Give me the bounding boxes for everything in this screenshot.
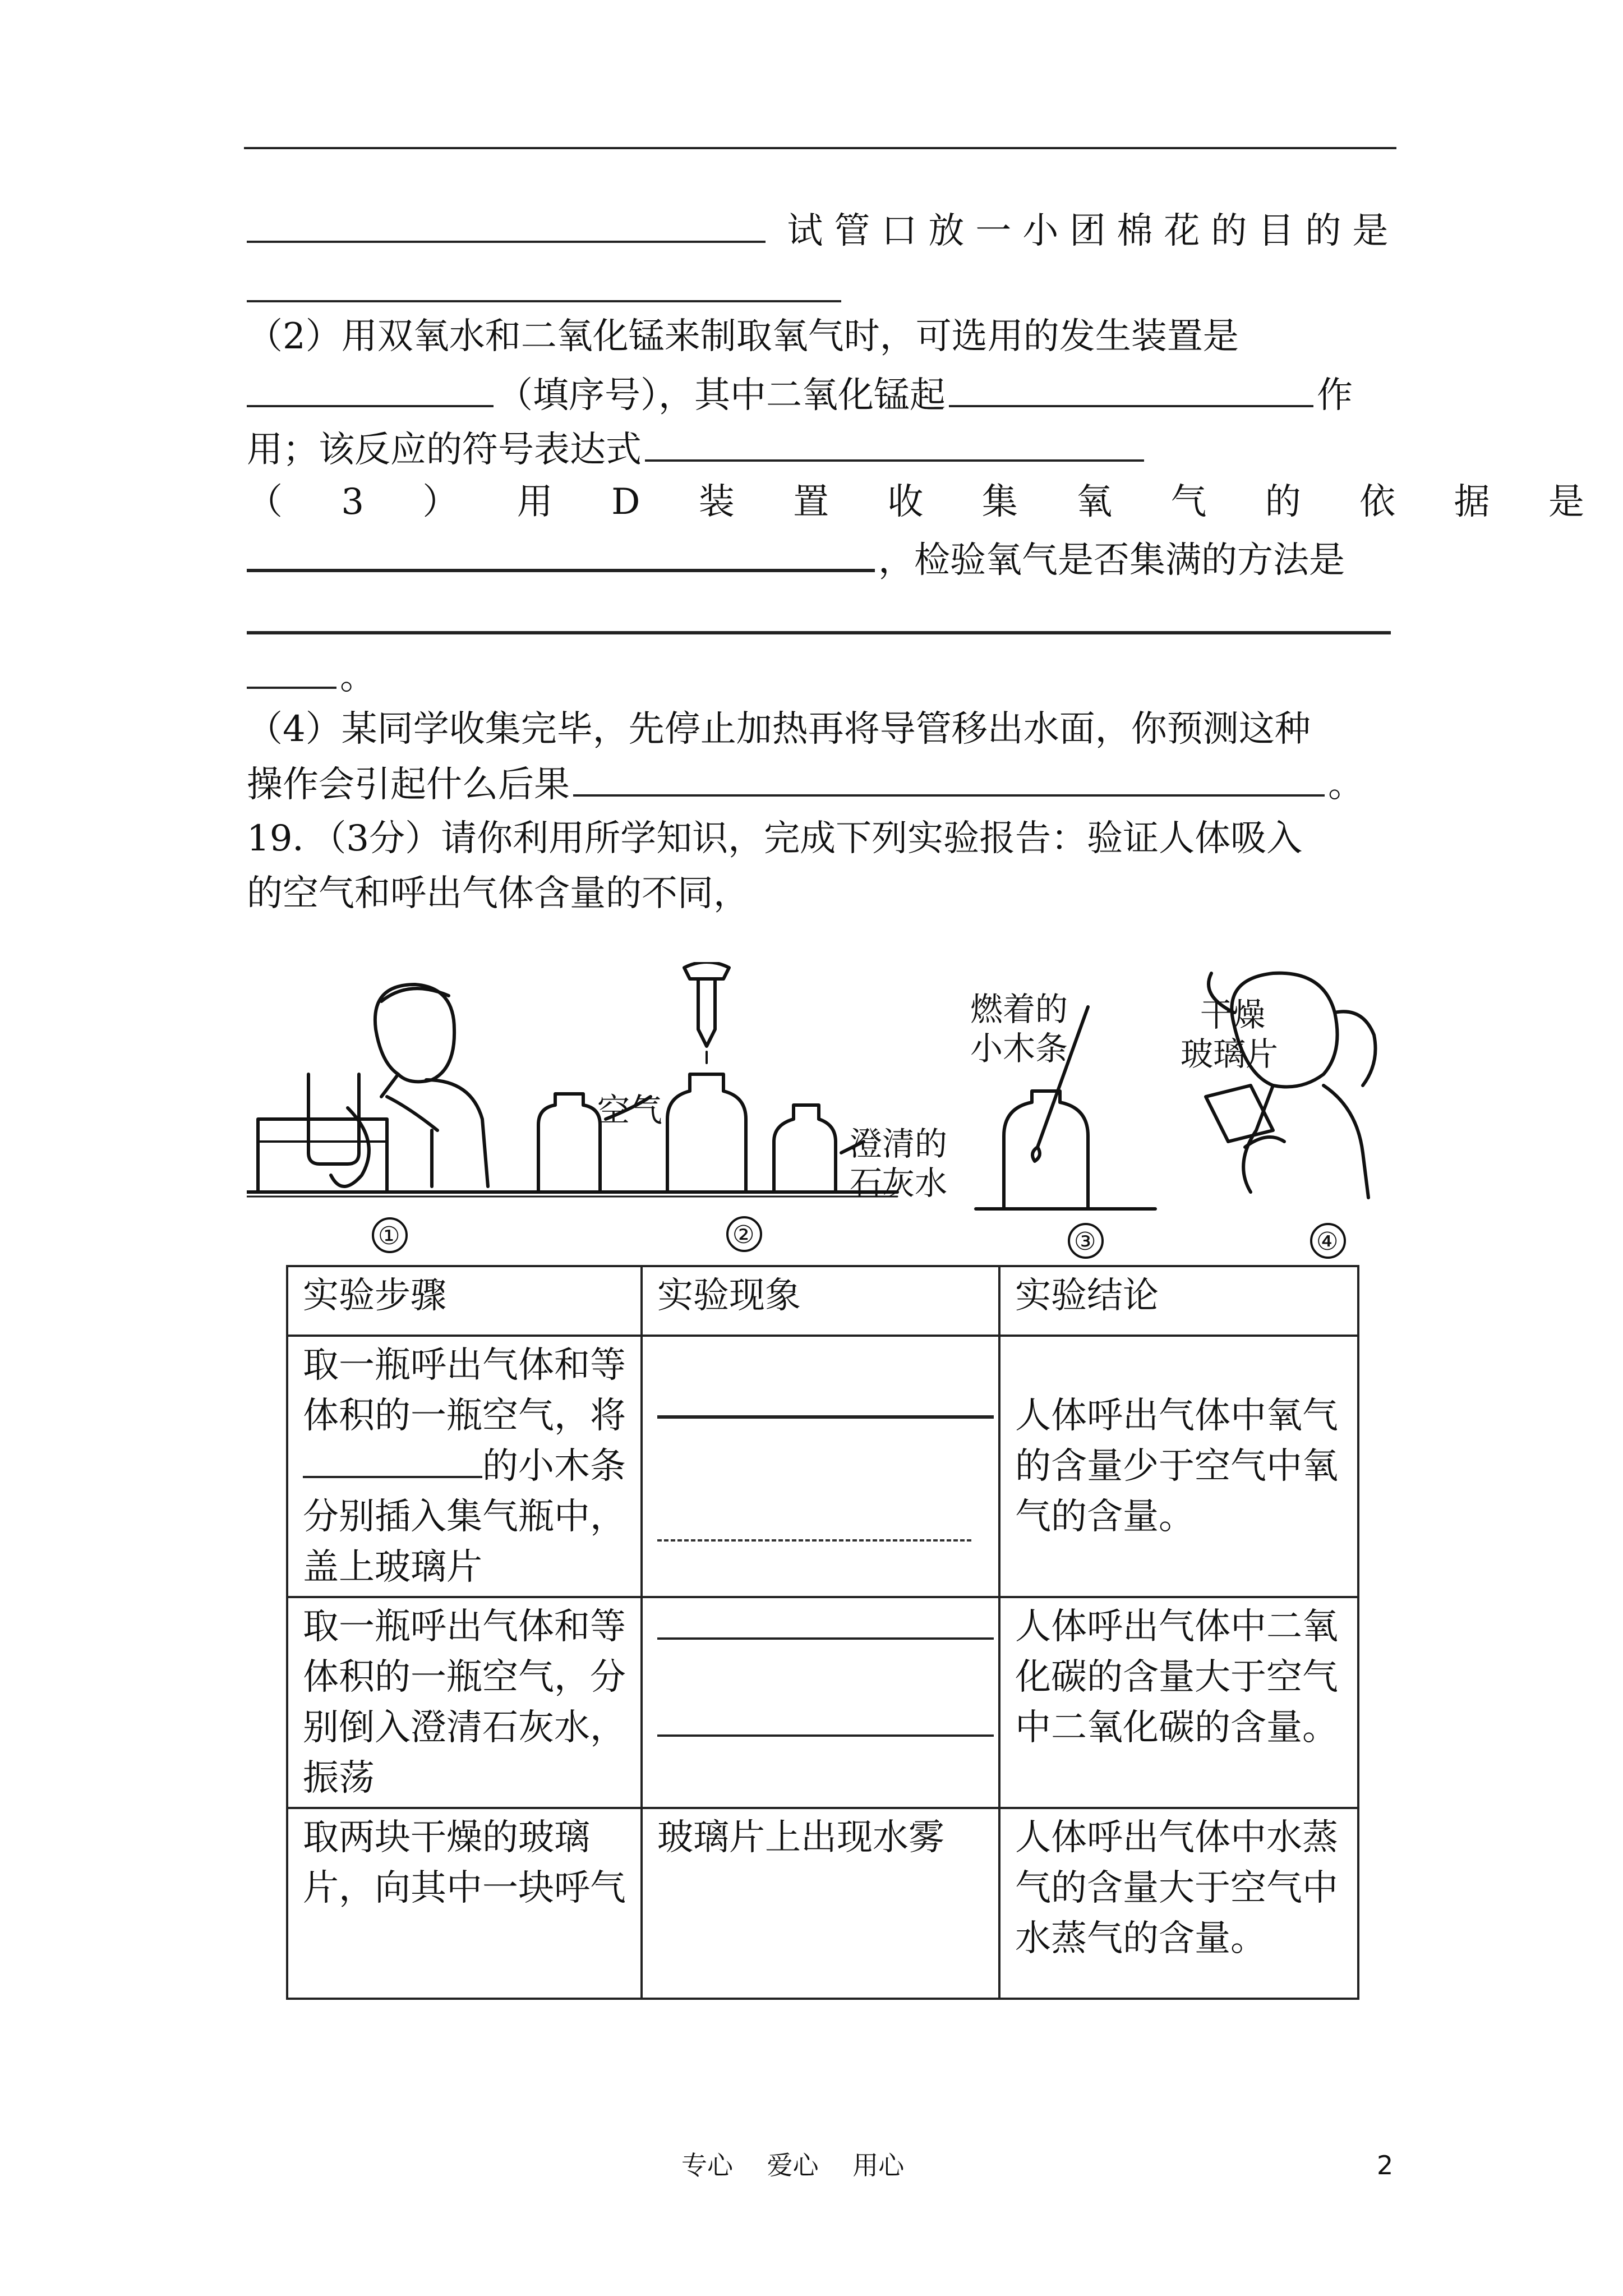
question-19-line-2: 的空气和呼出气体含量的不同， xyxy=(247,873,749,914)
question-4-line-2 xyxy=(247,758,1394,809)
figure-number-4: ④ xyxy=(1316,1227,1339,1256)
answer-blank xyxy=(645,424,1144,462)
table-row xyxy=(287,1808,1358,1999)
label-air: 空气 xyxy=(597,1091,663,1129)
question-text: 用；该反应的符号表达式 xyxy=(247,429,642,471)
question-text: 作 xyxy=(1317,375,1353,416)
answer-blank xyxy=(247,631,1391,634)
label-burning-stick-2: 小木条 xyxy=(970,1029,1068,1068)
step-cell xyxy=(287,1597,642,1808)
gas-bottle xyxy=(667,1074,746,1192)
label-dry-glass-1: 干燥 xyxy=(1200,996,1266,1034)
step-text: 取两块干燥的玻璃片，向其中一块呼气 xyxy=(303,1817,626,1909)
answer-blank xyxy=(247,533,875,572)
question-3-line-2 xyxy=(247,533,1394,583)
page-number: 2 xyxy=(1377,2150,1394,2180)
conclusion-text: 人体呼出气体中氧气的含量少于空气中氧气的含量。 xyxy=(1015,1395,1338,1538)
answer-line xyxy=(657,1391,994,1419)
question-text: （填序号），其中二氧化锰起 xyxy=(497,375,946,416)
table-header-row xyxy=(287,1266,1358,1336)
label-dry-glass-2: 玻璃片 xyxy=(1181,1035,1279,1073)
observation-text: 玻璃片上出现水雾 xyxy=(657,1817,944,1858)
step-text: 取一瓶呼出气体和等体积的一瓶空气，分别倒入澄清石灰水，振荡 xyxy=(303,1606,626,1799)
figure-number-2: ② xyxy=(732,1221,755,1249)
header-steps: 实验步骤 xyxy=(287,1266,642,1336)
question-4-line-1: （4）某同学收集完毕，先停止加热再将导管移出水面，你预测这种 xyxy=(247,708,1311,750)
conclusion-cell xyxy=(999,1336,1358,1597)
observation-cell xyxy=(642,1336,999,1597)
table-row xyxy=(287,1597,1358,1808)
answer-blank xyxy=(949,369,1313,407)
answer-blank xyxy=(573,758,1325,797)
question-2-line-3 xyxy=(247,424,1394,474)
question-text: 。 xyxy=(340,656,376,698)
figure-number-3: ③ xyxy=(1074,1227,1096,1256)
answer-blank xyxy=(247,651,336,689)
answer-blank xyxy=(247,369,494,407)
header-conclusion: 实验结论 xyxy=(999,1266,1358,1336)
question-3-line-1: （ 3 ） 用 D 装 置 收 集 氧 气 的 依 据 是 xyxy=(247,481,1608,523)
figure-number-1: ① xyxy=(378,1222,400,1250)
answer-line xyxy=(657,1517,971,1542)
conclusion-cell xyxy=(999,1808,1358,1999)
conclusion-text: 人体呼出气体中二氧化碳的含量大于空气中二氧化碳的含量。 xyxy=(1015,1606,1338,1749)
conclusion-cell xyxy=(999,1597,1358,1808)
label-limewater-1: 澄清的 xyxy=(850,1125,948,1163)
question-2-line-1: （2）用双氧水和二氧化锰来制取氧气时，可选用的发生装置是 xyxy=(247,316,1239,357)
conclusion-text: 人体呼出气体中水蒸气的含量大于空气中水蒸气的含量。 xyxy=(1015,1817,1338,1959)
answer-blank xyxy=(303,1442,482,1478)
question-text: 操作会引起什么后果 xyxy=(247,764,570,806)
answer-blank xyxy=(247,300,841,302)
question-text: 试管口放一小团棉花的目的是 xyxy=(787,210,1400,252)
header-rule xyxy=(244,147,1396,149)
step-text-b: 的小木条分别插入集气瓶中，盖上玻璃片 xyxy=(303,1446,626,1588)
observation-cell xyxy=(642,1597,999,1808)
boy-body xyxy=(426,1080,488,1186)
question-19-line-1: 19．（3分）请你利用所学知识，完成下列实验报告：验证人体吸入 xyxy=(247,818,1303,859)
air-bottle xyxy=(538,1094,600,1192)
experiment-figure xyxy=(247,962,1441,1265)
table-row xyxy=(287,1336,1358,1597)
dropper xyxy=(698,979,715,1046)
question-text: ，检验氧气是否集满的方法是 xyxy=(878,540,1345,581)
question-text: 。 xyxy=(1328,764,1364,806)
answer-line xyxy=(657,1613,994,1640)
label-burning-stick-1: 燃着的 xyxy=(970,990,1068,1028)
step-cell xyxy=(287,1808,642,1999)
label-limewater-2: 石灰水 xyxy=(850,1164,948,1202)
observation-cell xyxy=(642,1808,999,1999)
answer-blank xyxy=(247,205,766,243)
question-2-line-2 xyxy=(247,369,1394,420)
step-cell xyxy=(287,1336,642,1597)
question-3-line-4 xyxy=(247,651,1394,701)
limewater-bottle xyxy=(774,1105,836,1192)
experiment-report-table xyxy=(286,1265,1359,2000)
footer-motto: 专心 爱心 用心 xyxy=(681,2150,905,2180)
glass-piece xyxy=(1206,1085,1273,1142)
header-phenomena: 实验现象 xyxy=(642,1266,999,1336)
text-line xyxy=(247,205,1400,255)
step-text-a: 取一瓶呼出气体和等体积的一瓶空气，将 xyxy=(303,1345,626,1437)
stick-bottle xyxy=(1004,1091,1088,1209)
answer-line xyxy=(657,1710,994,1737)
